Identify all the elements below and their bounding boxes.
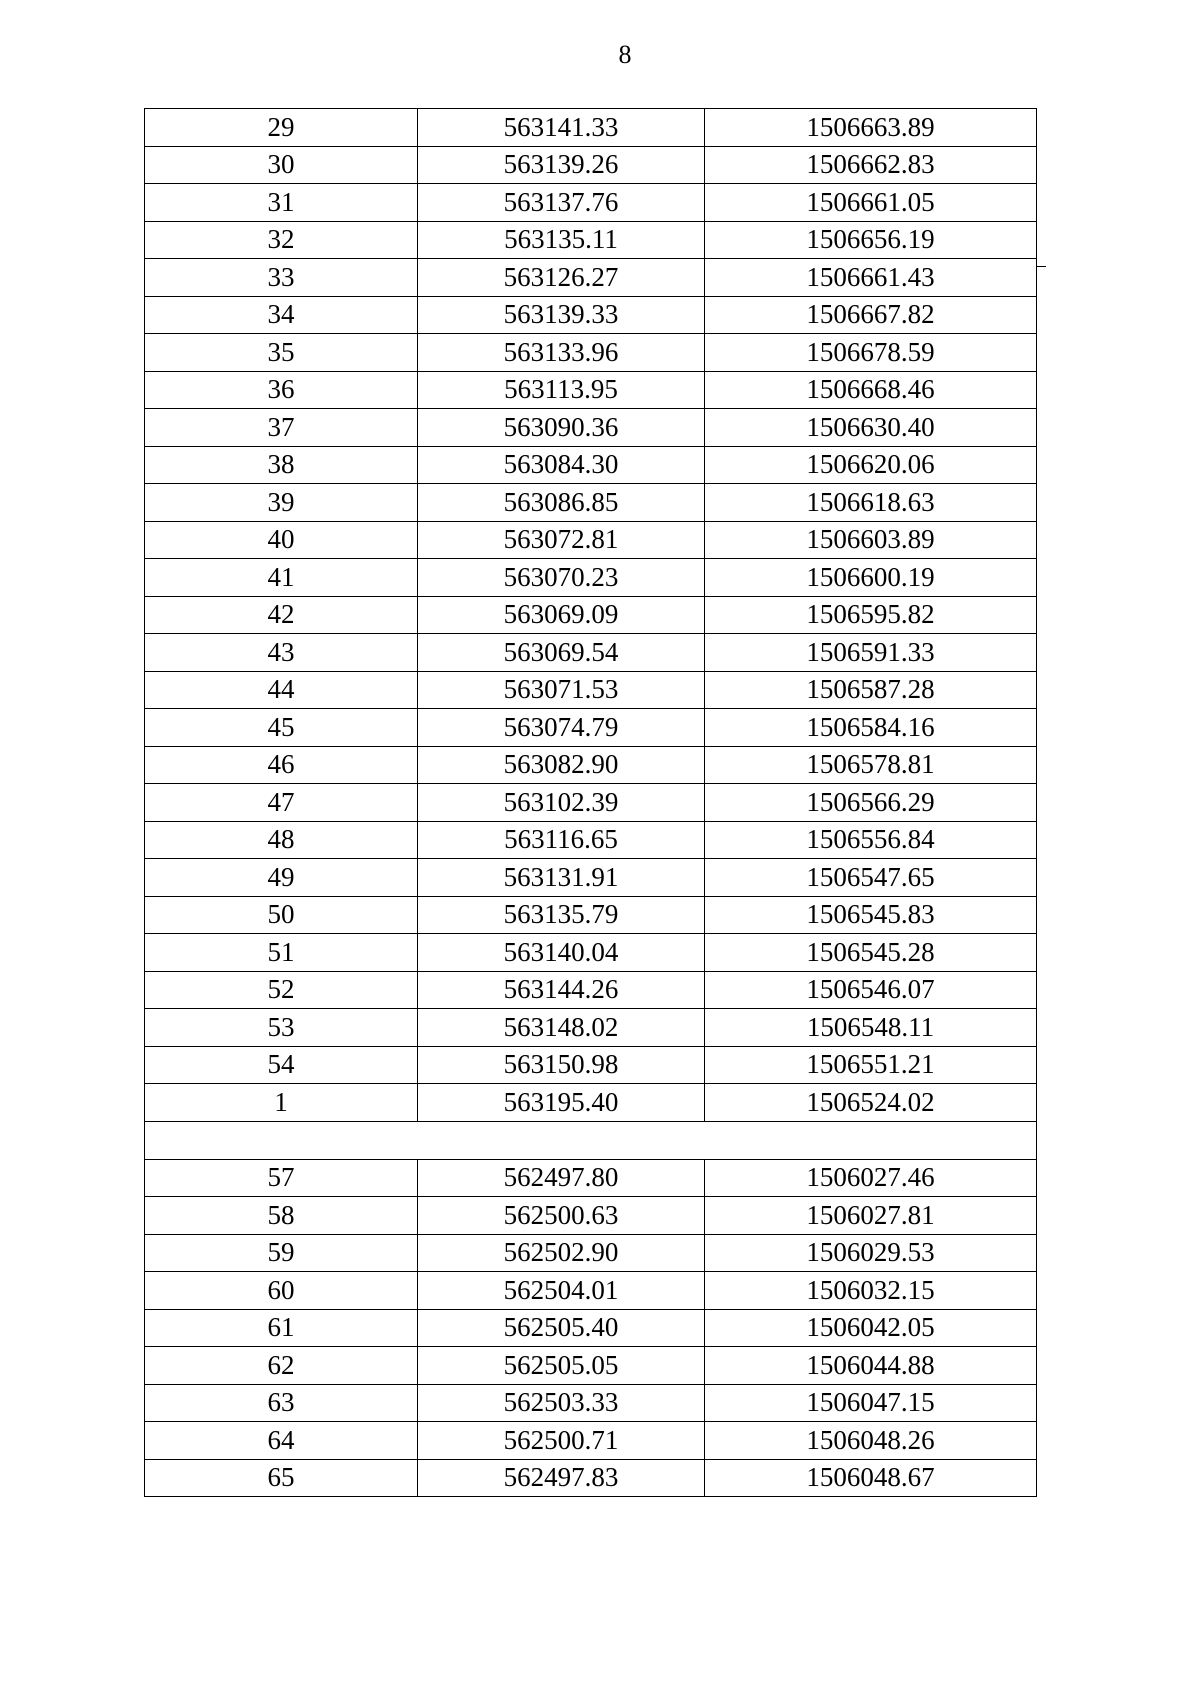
x-coordinate-cell: 563135.79 <box>418 896 705 934</box>
x-coordinate-cell: 562505.40 <box>418 1309 705 1347</box>
x-coordinate-cell: 563131.91 <box>418 859 705 897</box>
x-coordinate-cell: 563133.96 <box>418 334 705 372</box>
table-body-section-a <box>145 109 1037 1122</box>
point-number-cell: 49 <box>145 859 418 897</box>
table-row <box>145 1084 1037 1122</box>
table-row <box>145 1422 1037 1460</box>
point-number-cell: 62 <box>145 1347 418 1385</box>
y-coordinate-cell: 1506032.15 <box>705 1272 1037 1310</box>
y-coordinate-cell: 1506547.65 <box>705 859 1037 897</box>
table-row <box>145 1347 1037 1385</box>
y-coordinate-cell: 1506661.43 <box>705 259 1037 297</box>
x-coordinate-cell: 563071.53 <box>418 671 705 709</box>
table-row <box>145 1046 1037 1084</box>
table-row <box>145 709 1037 747</box>
table-row <box>145 784 1037 822</box>
x-coordinate-cell: 563195.40 <box>418 1084 705 1122</box>
table-row <box>145 296 1037 334</box>
x-coordinate-cell: 563140.04 <box>418 934 705 972</box>
point-number-cell: 34 <box>145 296 418 334</box>
point-number-cell: 41 <box>145 559 418 597</box>
point-number-cell: 36 <box>145 371 418 409</box>
y-coordinate-cell: 1506027.46 <box>705 1159 1037 1197</box>
x-coordinate-cell: 563144.26 <box>418 971 705 1009</box>
table-row <box>145 334 1037 372</box>
x-coordinate-cell: 562503.33 <box>418 1384 705 1422</box>
point-number-cell: 44 <box>145 671 418 709</box>
table-row <box>145 859 1037 897</box>
x-coordinate-cell: 563139.26 <box>418 146 705 184</box>
y-coordinate-cell: 1506587.28 <box>705 671 1037 709</box>
x-coordinate-cell: 563135.11 <box>418 221 705 259</box>
x-coordinate-cell: 563150.98 <box>418 1046 705 1084</box>
table-row <box>145 596 1037 634</box>
y-coordinate-cell: 1506556.84 <box>705 821 1037 859</box>
y-coordinate-cell: 1506667.82 <box>705 296 1037 334</box>
point-number-cell: 53 <box>145 1009 418 1047</box>
point-number-cell: 35 <box>145 334 418 372</box>
table-row <box>145 521 1037 559</box>
point-number-cell: 52 <box>145 971 418 1009</box>
x-coordinate-cell: 562500.71 <box>418 1422 705 1460</box>
point-number-cell: 29 <box>145 109 418 147</box>
table-row <box>145 371 1037 409</box>
table-row <box>145 1384 1037 1422</box>
table-row <box>145 671 1037 709</box>
x-coordinate-cell: 562505.05 <box>418 1347 705 1385</box>
y-coordinate-cell: 1506678.59 <box>705 334 1037 372</box>
page-number: 8 <box>618 40 632 69</box>
point-number-cell: 31 <box>145 184 418 222</box>
x-coordinate-cell: 563141.33 <box>418 109 705 147</box>
x-coordinate-cell: 563090.36 <box>418 409 705 447</box>
y-coordinate-cell: 1506027.81 <box>705 1197 1037 1235</box>
point-number-cell: 39 <box>145 484 418 522</box>
point-number-cell: 58 <box>145 1197 418 1235</box>
empty-separator-row <box>145 1121 1037 1159</box>
table-row <box>145 1459 1037 1497</box>
x-coordinate-cell: 563084.30 <box>418 446 705 484</box>
coordinates-table <box>144 108 1037 1497</box>
point-number-cell: 45 <box>145 709 418 747</box>
table-row <box>145 109 1037 147</box>
y-coordinate-cell: 1506591.33 <box>705 634 1037 672</box>
table-row <box>145 746 1037 784</box>
table-row <box>145 971 1037 1009</box>
point-number-cell: 48 <box>145 821 418 859</box>
x-coordinate-cell: 563148.02 <box>418 1009 705 1047</box>
table-row <box>145 259 1037 297</box>
x-coordinate-cell: 563069.09 <box>418 596 705 634</box>
y-coordinate-cell: 1506618.63 <box>705 484 1037 522</box>
x-coordinate-cell: 563069.54 <box>418 634 705 672</box>
table-row <box>145 634 1037 672</box>
table-spacer-section <box>145 1121 1037 1159</box>
empty-separator-cell <box>145 1121 1037 1159</box>
y-coordinate-cell: 1506545.28 <box>705 934 1037 972</box>
table-row <box>145 896 1037 934</box>
y-coordinate-cell: 1506661.05 <box>705 184 1037 222</box>
x-coordinate-cell: 563126.27 <box>418 259 705 297</box>
y-coordinate-cell: 1506600.19 <box>705 559 1037 597</box>
point-number-cell: 43 <box>145 634 418 672</box>
point-number-cell: 60 <box>145 1272 418 1310</box>
y-coordinate-cell: 1506663.89 <box>705 109 1037 147</box>
point-number-cell: 51 <box>145 934 418 972</box>
x-coordinate-cell: 562504.01 <box>418 1272 705 1310</box>
x-coordinate-cell: 563070.23 <box>418 559 705 597</box>
y-coordinate-cell: 1506545.83 <box>705 896 1037 934</box>
table-row <box>145 1159 1037 1197</box>
y-coordinate-cell: 1506620.06 <box>705 446 1037 484</box>
y-coordinate-cell: 1506048.67 <box>705 1459 1037 1497</box>
y-coordinate-cell: 1506584.16 <box>705 709 1037 747</box>
x-coordinate-cell: 562500.63 <box>418 1197 705 1235</box>
point-number-cell: 37 <box>145 409 418 447</box>
point-number-cell: 32 <box>145 221 418 259</box>
x-coordinate-cell: 563082.90 <box>418 746 705 784</box>
x-coordinate-cell: 562502.90 <box>418 1234 705 1272</box>
table-row <box>145 1272 1037 1310</box>
y-coordinate-cell: 1506656.19 <box>705 221 1037 259</box>
x-coordinate-cell: 562497.80 <box>418 1159 705 1197</box>
x-coordinate-cell: 563074.79 <box>418 709 705 747</box>
table-row <box>145 446 1037 484</box>
point-number-cell: 1 <box>145 1084 418 1122</box>
y-coordinate-cell: 1506029.53 <box>705 1234 1037 1272</box>
point-number-cell: 47 <box>145 784 418 822</box>
x-coordinate-cell: 563139.33 <box>418 296 705 334</box>
table-body-section-b <box>145 1159 1037 1497</box>
y-coordinate-cell: 1506042.05 <box>705 1309 1037 1347</box>
y-coordinate-cell: 1506524.02 <box>705 1084 1037 1122</box>
table-row <box>145 559 1037 597</box>
point-number-cell: 30 <box>145 146 418 184</box>
point-number-cell: 65 <box>145 1459 418 1497</box>
x-coordinate-cell: 563116.65 <box>418 821 705 859</box>
y-coordinate-cell: 1506595.82 <box>705 596 1037 634</box>
x-coordinate-cell: 563102.39 <box>418 784 705 822</box>
x-coordinate-cell: 563137.76 <box>418 184 705 222</box>
table-row <box>145 221 1037 259</box>
y-coordinate-cell: 1506548.11 <box>705 1009 1037 1047</box>
y-coordinate-cell: 1506566.29 <box>705 784 1037 822</box>
table-row <box>145 484 1037 522</box>
table-row <box>145 1009 1037 1047</box>
table-row <box>145 184 1037 222</box>
y-coordinate-cell: 1506551.21 <box>705 1046 1037 1084</box>
point-number-cell: 38 <box>145 446 418 484</box>
x-coordinate-cell: 563113.95 <box>418 371 705 409</box>
scan-artifact-line <box>1036 266 1046 267</box>
table-row <box>145 821 1037 859</box>
y-coordinate-cell: 1506546.07 <box>705 971 1037 1009</box>
point-number-cell: 46 <box>145 746 418 784</box>
point-number-cell: 40 <box>145 521 418 559</box>
y-coordinate-cell: 1506047.15 <box>705 1384 1037 1422</box>
y-coordinate-cell: 1506044.88 <box>705 1347 1037 1385</box>
table-row <box>145 146 1037 184</box>
y-coordinate-cell: 1506603.89 <box>705 521 1037 559</box>
table-row <box>145 409 1037 447</box>
table-row <box>145 1197 1037 1235</box>
x-coordinate-cell: 562497.83 <box>418 1459 705 1497</box>
table-row <box>145 1309 1037 1347</box>
point-number-cell: 59 <box>145 1234 418 1272</box>
x-coordinate-cell: 563086.85 <box>418 484 705 522</box>
y-coordinate-cell: 1506662.83 <box>705 146 1037 184</box>
table-row <box>145 1234 1037 1272</box>
x-coordinate-cell: 563072.81 <box>418 521 705 559</box>
point-number-cell: 54 <box>145 1046 418 1084</box>
point-number-cell: 61 <box>145 1309 418 1347</box>
point-number-cell: 42 <box>145 596 418 634</box>
y-coordinate-cell: 1506630.40 <box>705 409 1037 447</box>
point-number-cell: 57 <box>145 1159 418 1197</box>
point-number-cell: 33 <box>145 259 418 297</box>
point-number-cell: 63 <box>145 1384 418 1422</box>
y-coordinate-cell: 1506668.46 <box>705 371 1037 409</box>
table-row <box>145 934 1037 972</box>
y-coordinate-cell: 1506048.26 <box>705 1422 1037 1460</box>
point-number-cell: 64 <box>145 1422 418 1460</box>
point-number-cell: 50 <box>145 896 418 934</box>
y-coordinate-cell: 1506578.81 <box>705 746 1037 784</box>
